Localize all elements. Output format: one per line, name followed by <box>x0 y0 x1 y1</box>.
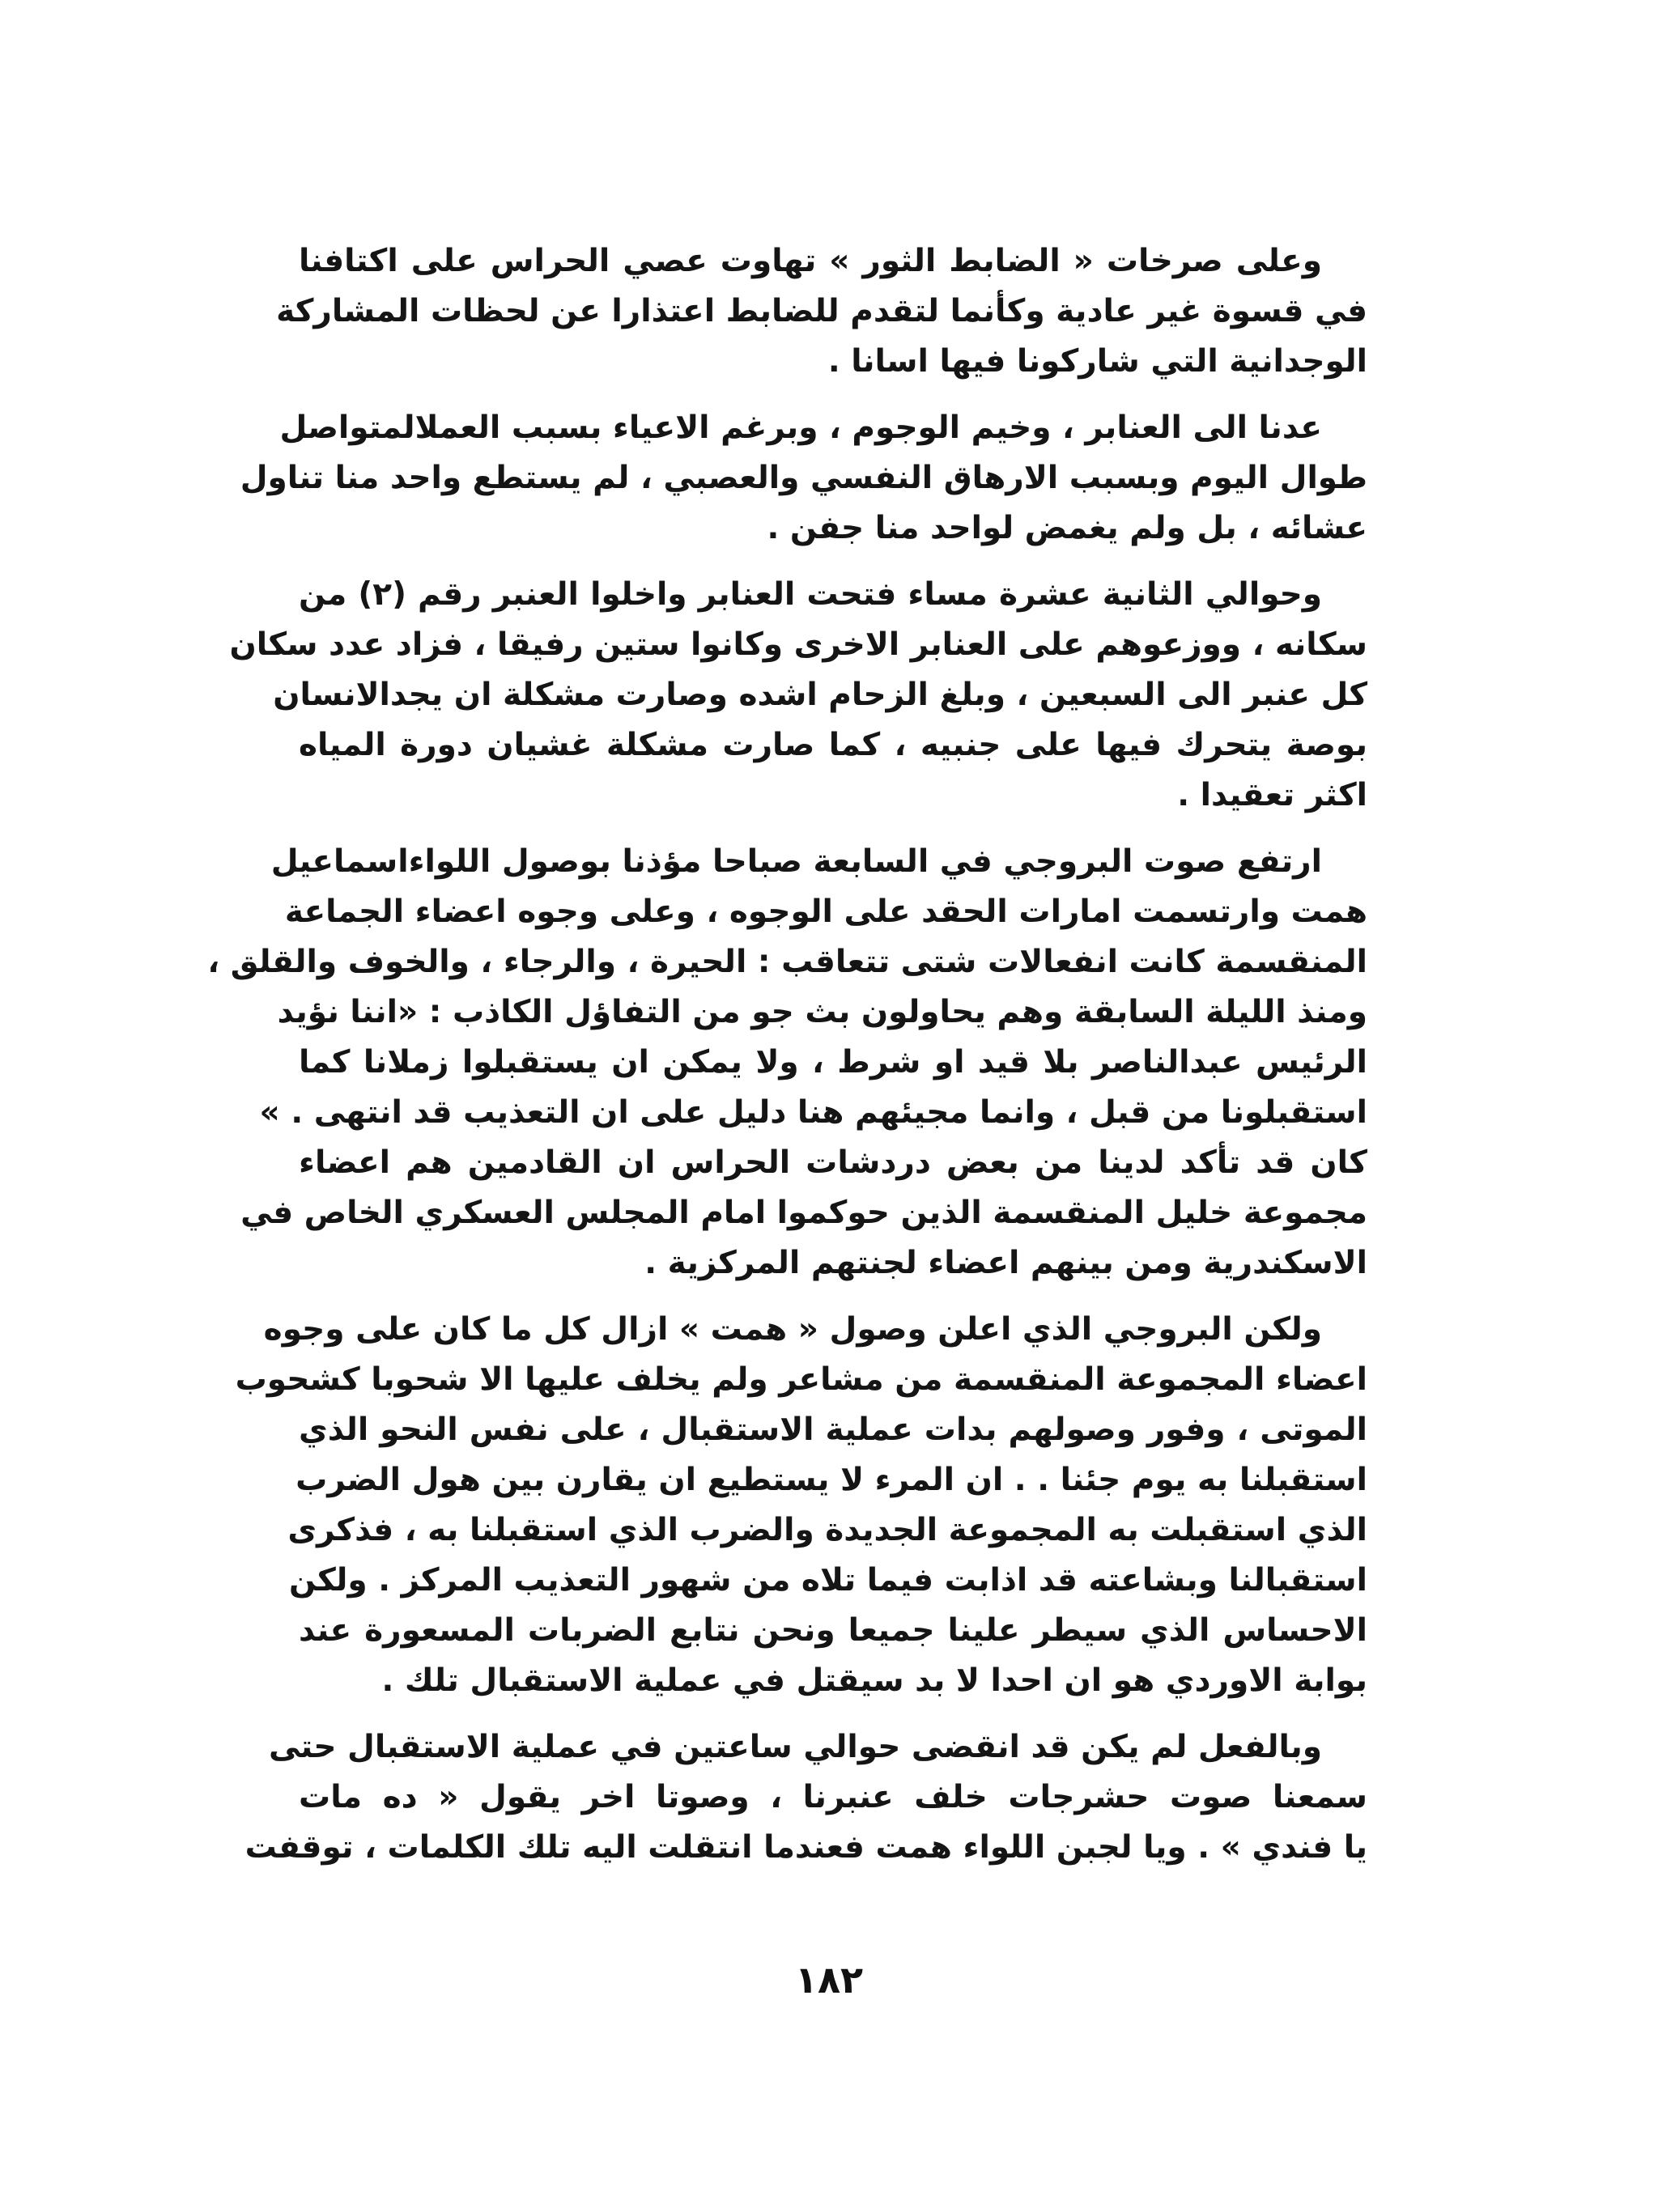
text-line: وعلى صرخات « الضابط الثور » تهاوت عصي الحراس على اكتافنا <box>299 243 1322 279</box>
paragraph <box>240 403 1367 554</box>
paragraph <box>207 837 1367 1289</box>
page-number: ١٨٢ <box>794 1958 864 2002</box>
text-line: اكثر تعقيدا . <box>1177 777 1367 813</box>
text-line: عدنا الى العنابر ، وخيم الوجوم ، وبرغم الاعياء بسبب العملالمتواصل <box>279 410 1322 446</box>
paragraph <box>276 236 1367 387</box>
paragraph <box>244 1722 1367 1873</box>
text-line: ارتفع صوت البروجي في السابعة صباحا مؤذنا بوصول اللواءاسماعيل <box>270 843 1322 880</box>
text-line: استقبلونا من قبل ، وانما مجيئهم هنا دليل على ان التعذيب قد انتهى . » <box>259 1094 1367 1131</box>
text-line: بوابة الاوردي هو ان احدا لا بد سيقتل في عملية الاستقبال تلك . <box>381 1662 1367 1699</box>
text-line: استقبلنا به يوم جئنا . . ان المرء لا يستطيع ان يقارن بين هول الضرب <box>295 1462 1367 1498</box>
text-line: سمعنا صوت حشرجات خلف عنبرنا ، وصوتا اخر يقول « ده مات <box>299 1779 1367 1815</box>
text-line: عشائه ، بل ولم يغمض لواحد منا جفن . <box>767 510 1367 546</box>
text-line: يا فندي » . ويا لجبن اللواء همت فعندما انتقلت اليه تلك الكلمات ، توقفت <box>244 1829 1367 1866</box>
text-line: الذي استقبلت به المجموعة الجديدة والضرب الذي استقبلنا به ، فذكرى <box>287 1512 1367 1548</box>
paragraph <box>235 1305 1367 1706</box>
paragraph <box>229 570 1367 821</box>
text-line: الموتى ، وفور وصولهم بدات عملية الاستقبال ، على نفس النحو الذي <box>299 1412 1367 1448</box>
text-line: طوال اليوم وبسبب الارهاق النفسي والعصبي ، لم يستطع واحد منا تناول <box>240 460 1367 496</box>
text-line: ومنذ الليلة السابقة وهم يحاولون بث جو من التفاؤل الكاذب : «اننا نؤيد <box>277 994 1367 1030</box>
text-line: بوصة يتحرك فيها على جنبيه ، كما صارت مشكلة غشيان دورة المياه <box>299 727 1367 763</box>
text-line: الرئيس عبدالناصر بلا قيد او شرط ، ولا يمكن ان يستقبلوا زملانا كما <box>299 1044 1367 1081</box>
text-line: استقبالنا وبشاعته قد اذابت فيما تلاه من شهور التعذيب المركز . ولكن <box>288 1562 1367 1598</box>
text-line: كان قد تأكد لدينا من بعض دردشات الحراس ان القادمين هم اعضاء <box>299 1144 1367 1181</box>
text-line: همت وارتسمت امارات الحقد على الوجوه ، وعلى وجوه اعضاء الجماعة <box>284 894 1367 930</box>
body-text <box>207 236 1367 1873</box>
text-line: سكانه ، ووزعوهم على العنابر الاخرى وكانوا ستين رفيقا ، فزاد عدد سكان <box>229 626 1367 663</box>
text-line: ولكن البروجي الذي اعلن وصول « همت » ازال كل ما كان على وجوه <box>263 1311 1322 1348</box>
text-line: المنقسمة كانت انفعالات شتى تتعاقب : الحيرة ، والرجاء ، والخوف والقلق ، <box>207 944 1367 980</box>
text-line: مجموعة خليل المنقسمة الذين حوكموا امام المجلس العسكري الخاص في <box>240 1195 1367 1231</box>
text-line: في قسوة غير عادية وكأنما لتقدم للضابط اعتذارا عن لحظات المشاركة <box>276 293 1367 329</box>
text-line: الوجدانية التي شاركونا فيها اسانا . <box>827 343 1367 380</box>
text-line: وبالفعل لم يكن قد انقضى حوالي ساعتين في عملية الاستقبال حتى <box>268 1729 1322 1765</box>
text-line: وحوالي الثانية عشرة مساء فتحت العنابر واخلوا العنبر رقم (٢) من <box>299 576 1322 613</box>
text-line: الاسكندرية ومن بينهم اعضاء لجنتهم المركزية . <box>644 1245 1367 1281</box>
text-line: كل عنبر الى السبعين ، وبلغ الزحام اشده وصارت مشكلة ان يجدالانسان <box>273 677 1367 713</box>
text-line: اعضاء المجموعة المنقسمة من مشاعر ولم يخلف عليها الا شحوبا كشحوب <box>235 1361 1367 1398</box>
text-line: الاحساس الذي سيطر علينا جميعا ونحن نتابع الضربات المسعورة عند <box>299 1612 1367 1649</box>
